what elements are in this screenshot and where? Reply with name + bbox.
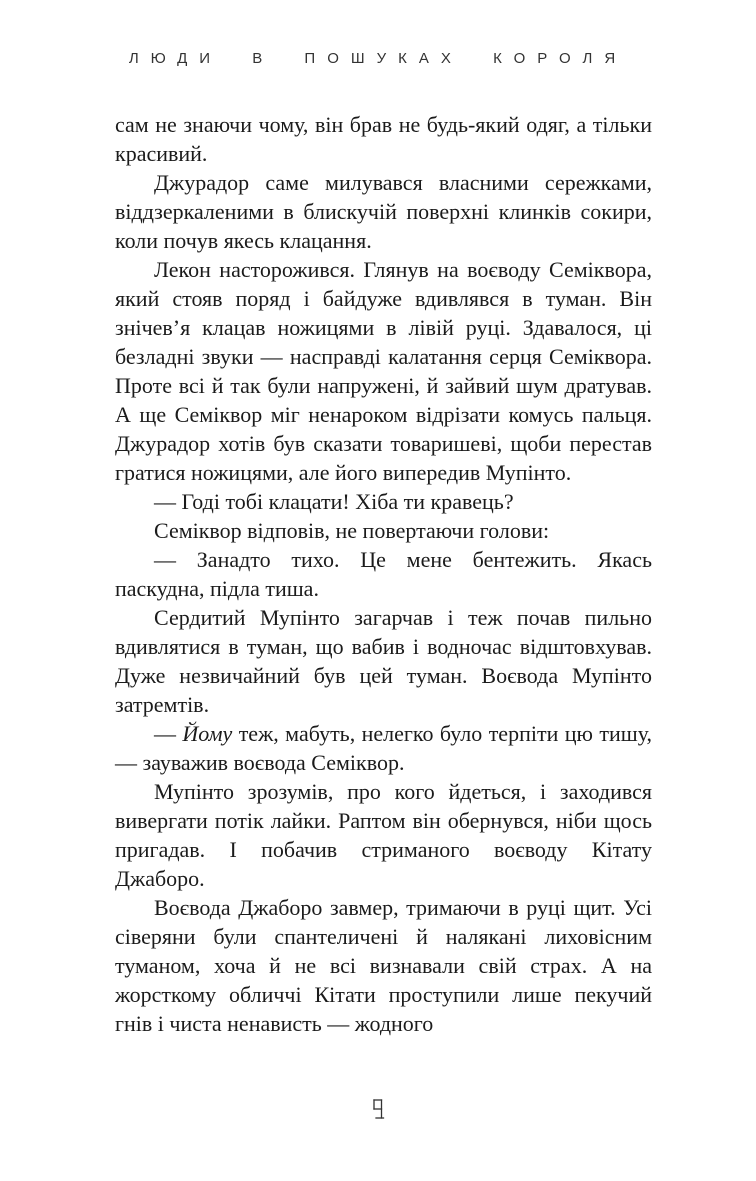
dialogue-rest: теж, мабуть, нелегко було терпіти цю тишу, — зауважив воєвода Семіквор. [115, 721, 653, 775]
paragraph: Мупінто зрозумів, про кого йдеться, і заходився вивергати потік лайки. Раптом він обернувся, ніби щось пригадав. І побачив стриманого воєводу Кітату Джаборо. [115, 779, 652, 891]
paragraph: Лекон насторожився. Глянув на воєводу Семіквора, який стояв поряд і байдуже вдивлявся в туман. Він знічев’я клацав ножицями в лівій руці. Здавалося, ці безладні звуки — насправді калатання серця Семіквора. Проте всі й так були напружені, й зайвий шум дратував. А ще Семіквор міг ненароком відрізати комусь пальця. Джурадор хотів був сказати товаришеві, щоби перестав гратися ножицями, але його випередив Мупінто. [115, 257, 652, 485]
paragraph-dialogue [115, 719, 652, 777]
paragraph: сам не знаючи чому, він брав не будь-який одяг, а тільки красивий. [115, 112, 652, 166]
paragraph-dialogue: — Годі тобі клацати! Хіба ти кравець? [154, 489, 514, 514]
paragraph: Джурадор саме милувався власними сережками, віддзеркаленими в блискучій поверхні клинків сокири, коли почув якесь клацання. [115, 170, 652, 253]
running-header: ЛЮДИ В ПОШУКАХ КОРОЛЯ [128, 50, 628, 67]
body-text-block [115, 110, 652, 1038]
page-number [0, 1096, 756, 1122]
paragraph-dialogue: — Занадто тихо. Це мене бентежить. Якась паскудна, підла тиша. [115, 547, 652, 601]
italic-word: Йому [182, 721, 233, 746]
dialogue-dash: — [154, 721, 183, 746]
paragraph: Семіквор відповів, не повертаючи голови: [154, 518, 550, 543]
page-number-glyph [370, 1096, 386, 1122]
paragraph: Воєвода Джаборо завмер, тримаючи в руці щит. Усі сіверяни були спантеличені й налякані лиховісним туманом, хоча й не всі визнавали свій страх. А на жорсткому обличчі Кітати проступили лише пекучий гнів і чиста ненависть — жодного [115, 895, 652, 1036]
paragraph: Сердитий Мупінто загарчав і теж почав пильно вдивлятися в туман, що вабив і водночас відштовхував. Дуже незвичайний був цей туман. Воєвода Мупінто затремтів. [115, 605, 652, 717]
